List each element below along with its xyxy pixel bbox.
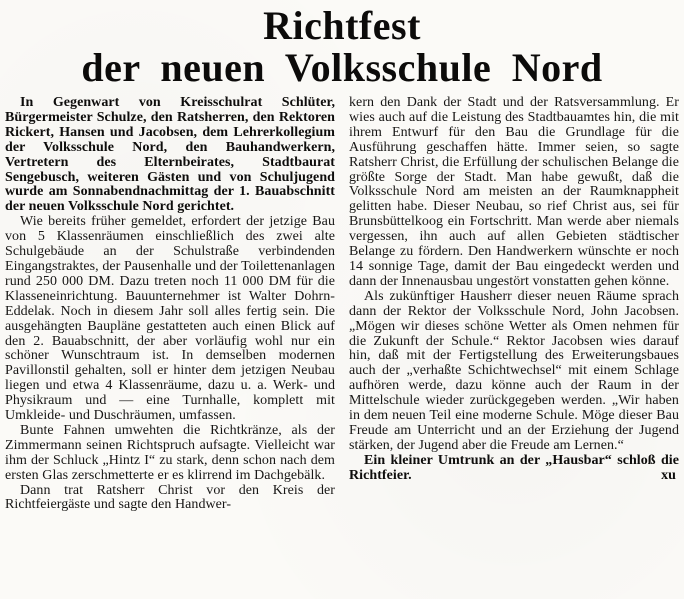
headline-line2: der neuen Volksschule Nord — [81, 45, 603, 90]
left-column — [5, 96, 335, 513]
article-headline — [4, 4, 680, 89]
paragraph-construction-details: Wie bereits früher gemeldet, erfordert der jetzige Bau von 5 Klassenräumen einschließlich des zwei alte Schulgebäude an der Schulstraße verbindenden Eingangstraktes, der Pausenhalle und der Toilettenanlagen rund 250 000 DM. Dazu treten noch 11 000 DM für die Klasseneinrichtung. Bauunternehmer ist Walter Dohrn-Eddelak. Noch in diesem Jahr soll alles fertig sein. Die ausgehängten Baupläne gestatteten auch einen Blick auf den 2. Bauabschnitt, der aber vorläufig wohl nur ein schöner Wunschtraum ist. In demselben modernen Pavillonstil gehalten, soll er hinter dem jetzigen Neubau liegen und etwa 4 Klassenräume, dazu u. a. Werk- und Physikraum und — eine Turnhalle, komplett mit Umkleide- und Duschräumen, umfassen. — [5, 214, 335, 424]
paragraph-ratsherr-christ-start: Dann trat Ratsherr Christ vor den Kreis der Richtfeiergäste und sagte den Handwer- — [5, 482, 335, 513]
right-column — [349, 96, 679, 513]
paragraph-richtspruch: Bunte Fahnen umwehten die Richtkränze, als der Zimmermann seinen Richtspruch aufsagte. Vielleicht war ihm der Schluck „Hintz I“ zu stark, denn schon nach dem ersten Glas zerschmetterte er es klirrend im Dachgebälk. — [5, 422, 335, 483]
lead-paragraph: In Gegenwart von Kreisschulrat Schlüter, Bürgermeister Schulze, den Ratsherren, den Rektoren Rickert, Hansen und Jacobsen, dem Lehrerkollegium der Volksschule Nord, den Bauhandwerkern, Vertretern des Elternbeirates, Stadtbaurat Sengebusch, weiteren Gästen und von Schuljugend wurde am Sonnabendnachmittag der 1. Bauabschnitt der neuen Volksschule Nord gerichtet. — [5, 95, 335, 215]
author-signature: xu — [661, 467, 676, 483]
paragraph-ratsherr-christ-continued: kern den Dank der Stadt und der Ratsversammlung. Er wies auch auf die Leistung des Stadtbauamtes hin, die mit ihrem Entwurf für den Bau die Grundlage für die Ausführung geschaffen hätte. Immer seien, so sagte Ratsherr Christ, die Erfüllung der schulischen Belange die größte Sorge der Stadt. Man habe gewußt, daß die Volksschule Nord am meisten an der Raumknappheit gelitten habe. Dieser Neubau, so rief Christ aus, sei für Brunsbüttelkoog ein Fortschritt. Man werde aber niemals vergessen, ihn auch auf allen Gebieten städtischer Belange zu fördern. Den Handwerkern wünschte er noch 14 sonnige Tage, damit der Bau eingedeckt werden und dann der Innenausbau ungestört vonstatten gehen könne. — [349, 95, 679, 289]
headline-line1: Richtfest — [263, 3, 421, 48]
closing-text: Ein kleiner Umtrunk an der „Hausbar“ schloß die Richtfeier. — [349, 452, 679, 483]
paragraph-rektor-jacobsen: Als zukünftiger Hausherr dieser neuen Räume sprach dann der Rektor der Volksschule Nord, John Jacobsen. „Mögen wir dieses schöne Wetter als Omen nehmen für die Zukunft der Schule.“ Rektor Jacobsen wies darauf hin, daß mit der Fertigstellung des Erweiterungsbaues auch der „verhaßte Schichtwechsel“ mit einem Schlage aufhören werde, dazu könne auch der Raum in der Mittelschule wieder zurückgegeben werden. „Wir haben in dem neuen Teil eine moderne Schule. Möge dieser Bau Freude am Unterricht und an der Erziehung der Jugend stärken, der Jugend aber die Freude am Lernen.“ — [349, 288, 679, 453]
article-body — [4, 96, 680, 513]
closing-paragraph — [349, 454, 679, 484]
